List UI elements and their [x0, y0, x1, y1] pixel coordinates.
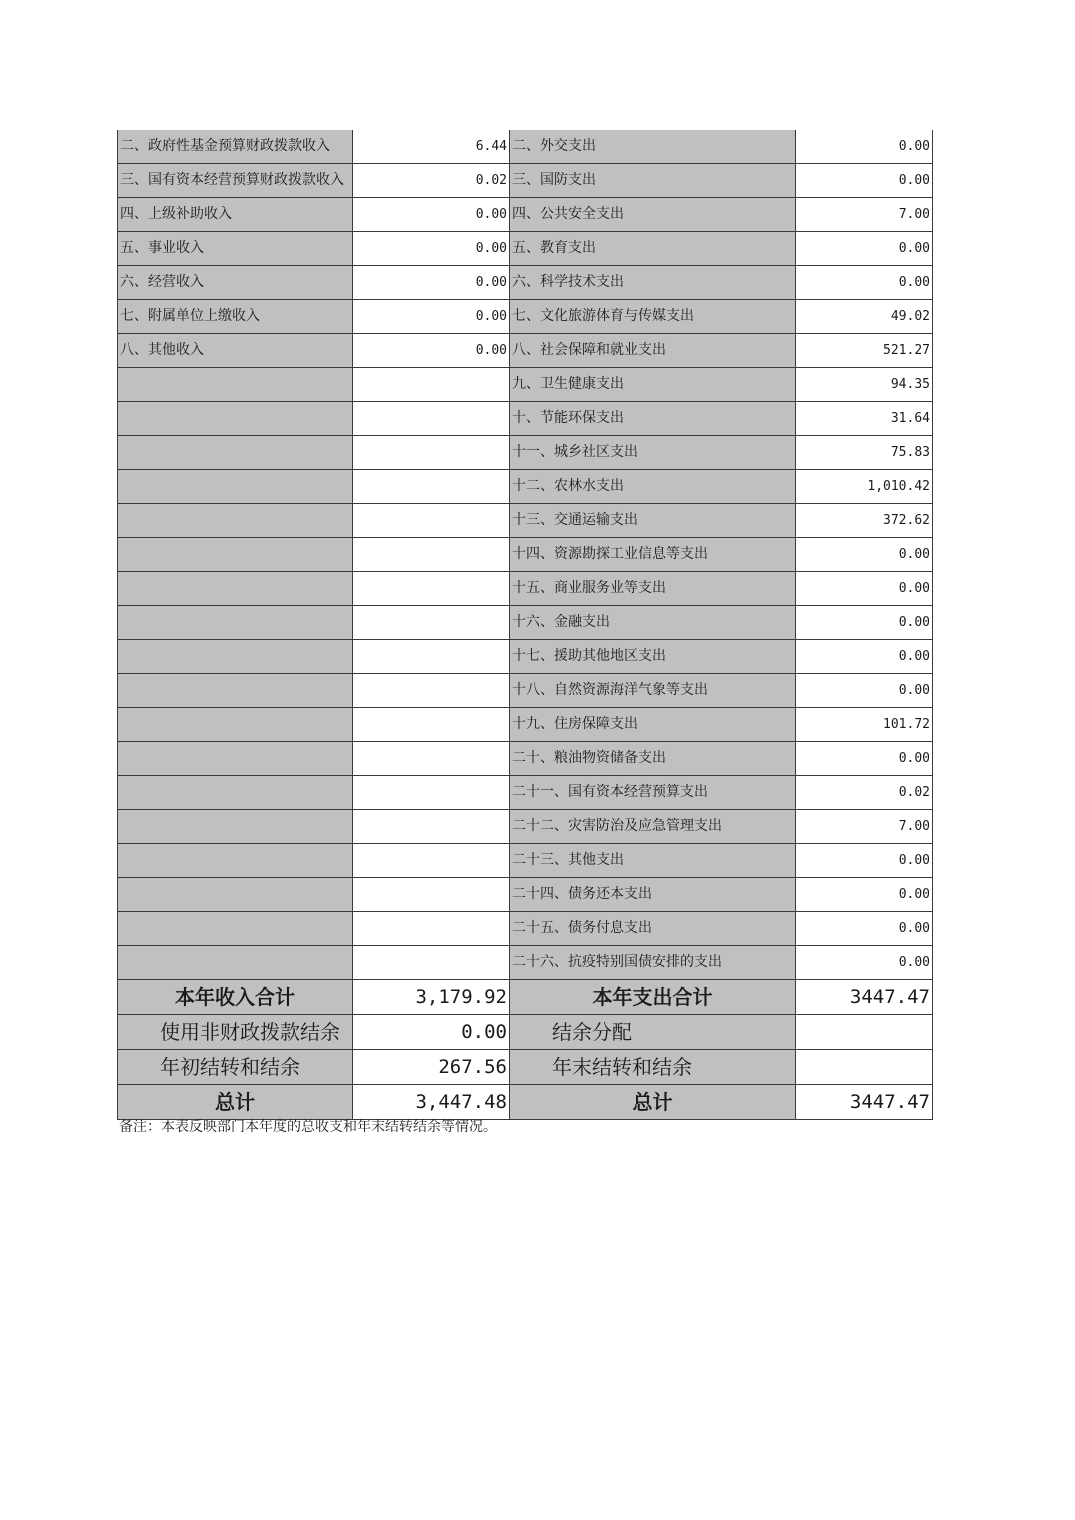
expense-item-value: 0.02: [796, 776, 933, 810]
begin-carryover-label: 年初结转和结余: [118, 1050, 353, 1085]
income-item-value: 0.00: [353, 300, 510, 334]
table-row: [118, 640, 933, 674]
income-item-label: [118, 640, 353, 674]
table-row: [118, 198, 933, 232]
income-item-label: [118, 504, 353, 538]
expense-item-label: 四、公共安全支出: [510, 198, 796, 232]
table-row: [118, 436, 933, 470]
table-row: [118, 266, 933, 300]
expense-item-value: 0.00: [796, 912, 933, 946]
table-row: [118, 674, 933, 708]
table-row: [118, 606, 933, 640]
income-total-label: 本年收入合计: [118, 980, 353, 1015]
income-item-label: [118, 844, 353, 878]
expense-item-label: 十九、住房保障支出: [510, 708, 796, 742]
expense-item-label: 十三、交通运输支出: [510, 504, 796, 538]
table-row: [118, 810, 933, 844]
income-item-label: [118, 810, 353, 844]
income-item-label: [118, 776, 353, 810]
expense-item-label: 十、节能环保支出: [510, 402, 796, 436]
grand-total-row: [118, 1085, 933, 1120]
table-row: [118, 844, 933, 878]
expense-item-value: 0.00: [796, 640, 933, 674]
income-item-value: [353, 640, 510, 674]
expense-item-value: 521.27: [796, 334, 933, 368]
income-item-label: 二、政府性基金预算财政拨款收入: [118, 130, 353, 164]
begin-carryover-value: 267.56: [353, 1050, 510, 1085]
expense-total-value: 3447.47: [796, 980, 933, 1015]
budget-table-container: [117, 130, 932, 1120]
income-item-value: 0.00: [353, 232, 510, 266]
expense-item-value: 0.00: [796, 742, 933, 776]
income-item-value: [353, 776, 510, 810]
income-item-label: [118, 538, 353, 572]
nonfiscal-row: [118, 1015, 933, 1050]
income-item-label: 八、其他收入: [118, 334, 353, 368]
expense-item-label: 八、社会保障和就业支出: [510, 334, 796, 368]
income-item-value: [353, 538, 510, 572]
end-carryover-label: 年末结转和结余: [510, 1050, 796, 1085]
expense-item-label: 二、外交支出: [510, 130, 796, 164]
income-item-value: 0.02: [353, 164, 510, 198]
expense-item-value: 1,010.42: [796, 470, 933, 504]
income-total-value: 3,179.92: [353, 980, 510, 1015]
grand-total-left-value: 3,447.48: [353, 1085, 510, 1120]
expense-item-label: 十七、援助其他地区支出: [510, 640, 796, 674]
income-expense-table: [117, 130, 933, 1120]
table-row: [118, 538, 933, 572]
income-item-value: [353, 368, 510, 402]
income-item-value: [353, 810, 510, 844]
table-row: [118, 878, 933, 912]
table-row: [118, 742, 933, 776]
table-row: [118, 776, 933, 810]
expense-item-value: 0.00: [796, 946, 933, 980]
nonfiscal-value: 0.00: [353, 1015, 510, 1050]
table-row: [118, 572, 933, 606]
expense-item-value: 0.00: [796, 572, 933, 606]
income-item-label: 四、上级补助收入: [118, 198, 353, 232]
expense-item-label: 十六、金融支出: [510, 606, 796, 640]
expense-item-label: 十五、商业服务业等支出: [510, 572, 796, 606]
expense-item-label: 七、文化旅游体育与传媒支出: [510, 300, 796, 334]
expense-item-value: 75.83: [796, 436, 933, 470]
expense-item-value: 0.00: [796, 606, 933, 640]
income-item-label: [118, 742, 353, 776]
table-summary: [118, 980, 933, 1120]
income-item-value: [353, 878, 510, 912]
table-note: 备注：本表反映部门本年度的总收支和年末结转结余等情况。: [119, 1119, 497, 1135]
income-item-label: [118, 402, 353, 436]
income-item-label: [118, 912, 353, 946]
table-row: [118, 368, 933, 402]
income-item-value: 0.00: [353, 198, 510, 232]
income-item-value: [353, 912, 510, 946]
expense-item-label: 二十六、抗疫特别国债安排的支出: [510, 946, 796, 980]
grand-total-right-value: 3447.47: [796, 1085, 933, 1120]
income-item-value: [353, 708, 510, 742]
table-row: [118, 334, 933, 368]
expense-item-label: 九、卫生健康支出: [510, 368, 796, 402]
expense-item-value: 372.62: [796, 504, 933, 538]
table-body: [118, 130, 933, 980]
income-item-value: [353, 946, 510, 980]
carryover-row: [118, 1050, 933, 1085]
table-row: [118, 912, 933, 946]
table-row: [118, 946, 933, 980]
income-item-value: [353, 504, 510, 538]
table-row: [118, 504, 933, 538]
income-item-value: 0.00: [353, 266, 510, 300]
income-item-label: [118, 708, 353, 742]
expense-item-value: 49.02: [796, 300, 933, 334]
expense-item-label: 二十、粮油物资储备支出: [510, 742, 796, 776]
expense-item-label: 六、科学技术支出: [510, 266, 796, 300]
expense-item-value: 0.00: [796, 538, 933, 572]
expense-item-value: 0.00: [796, 878, 933, 912]
income-item-label: [118, 368, 353, 402]
table-row: [118, 164, 933, 198]
grand-total-left-label: 总计: [118, 1085, 353, 1120]
expense-item-value: 7.00: [796, 810, 933, 844]
table-row: [118, 130, 933, 164]
income-item-value: 6.44: [353, 130, 510, 164]
expense-item-label: 十二、农林水支出: [510, 470, 796, 504]
income-item-label: [118, 606, 353, 640]
table-row: [118, 232, 933, 266]
nonfiscal-label: 使用非财政拨款结余: [118, 1015, 353, 1050]
expense-item-value: 0.00: [796, 844, 933, 878]
income-item-label: 三、国有资本经营预算财政拨款收入: [118, 164, 353, 198]
income-item-label: 五、事业收入: [118, 232, 353, 266]
annual-total-row: [118, 980, 933, 1015]
surplus-distribution-label: 结余分配: [510, 1015, 796, 1050]
end-carryover-value: [796, 1050, 933, 1085]
expense-item-value: 31.64: [796, 402, 933, 436]
expense-item-label: 二十二、灾害防治及应急管理支出: [510, 810, 796, 844]
expense-item-label: 二十三、其他支出: [510, 844, 796, 878]
income-item-label: [118, 946, 353, 980]
expense-item-value: 0.00: [796, 232, 933, 266]
income-item-value: [353, 572, 510, 606]
expense-item-value: 101.72: [796, 708, 933, 742]
expense-item-label: 二十五、债务付息支出: [510, 912, 796, 946]
expense-item-label: 三、国防支出: [510, 164, 796, 198]
expense-item-label: 十八、自然资源海洋气象等支出: [510, 674, 796, 708]
table-row: [118, 300, 933, 334]
income-item-label: [118, 674, 353, 708]
table-row: [118, 708, 933, 742]
expense-item-value: 7.00: [796, 198, 933, 232]
income-item-value: [353, 742, 510, 776]
income-item-value: [353, 606, 510, 640]
income-item-label: [118, 436, 353, 470]
income-item-label: [118, 470, 353, 504]
expense-total-label: 本年支出合计: [510, 980, 796, 1015]
expense-item-label: 十四、资源勘探工业信息等支出: [510, 538, 796, 572]
expense-item-value: 0.00: [796, 130, 933, 164]
income-item-label: 七、附属单位上缴收入: [118, 300, 353, 334]
expense-item-value: 0.00: [796, 266, 933, 300]
table-row: [118, 470, 933, 504]
expense-item-value: 94.35: [796, 368, 933, 402]
income-item-value: [353, 470, 510, 504]
income-item-value: [353, 436, 510, 470]
expense-item-label: 五、教育支出: [510, 232, 796, 266]
expense-item-value: 0.00: [796, 164, 933, 198]
income-item-value: [353, 402, 510, 436]
expense-item-label: 十一、城乡社区支出: [510, 436, 796, 470]
expense-item-label: 二十一、国有资本经营预算支出: [510, 776, 796, 810]
income-item-value: [353, 844, 510, 878]
income-item-value: [353, 674, 510, 708]
grand-total-right-label: 总计: [510, 1085, 796, 1120]
surplus-distribution-value: [796, 1015, 933, 1050]
income-item-label: 六、经营收入: [118, 266, 353, 300]
income-item-value: 0.00: [353, 334, 510, 368]
income-item-label: [118, 572, 353, 606]
income-item-label: [118, 878, 353, 912]
expense-item-value: 0.00: [796, 674, 933, 708]
table-row: [118, 402, 933, 436]
expense-item-label: 二十四、债务还本支出: [510, 878, 796, 912]
